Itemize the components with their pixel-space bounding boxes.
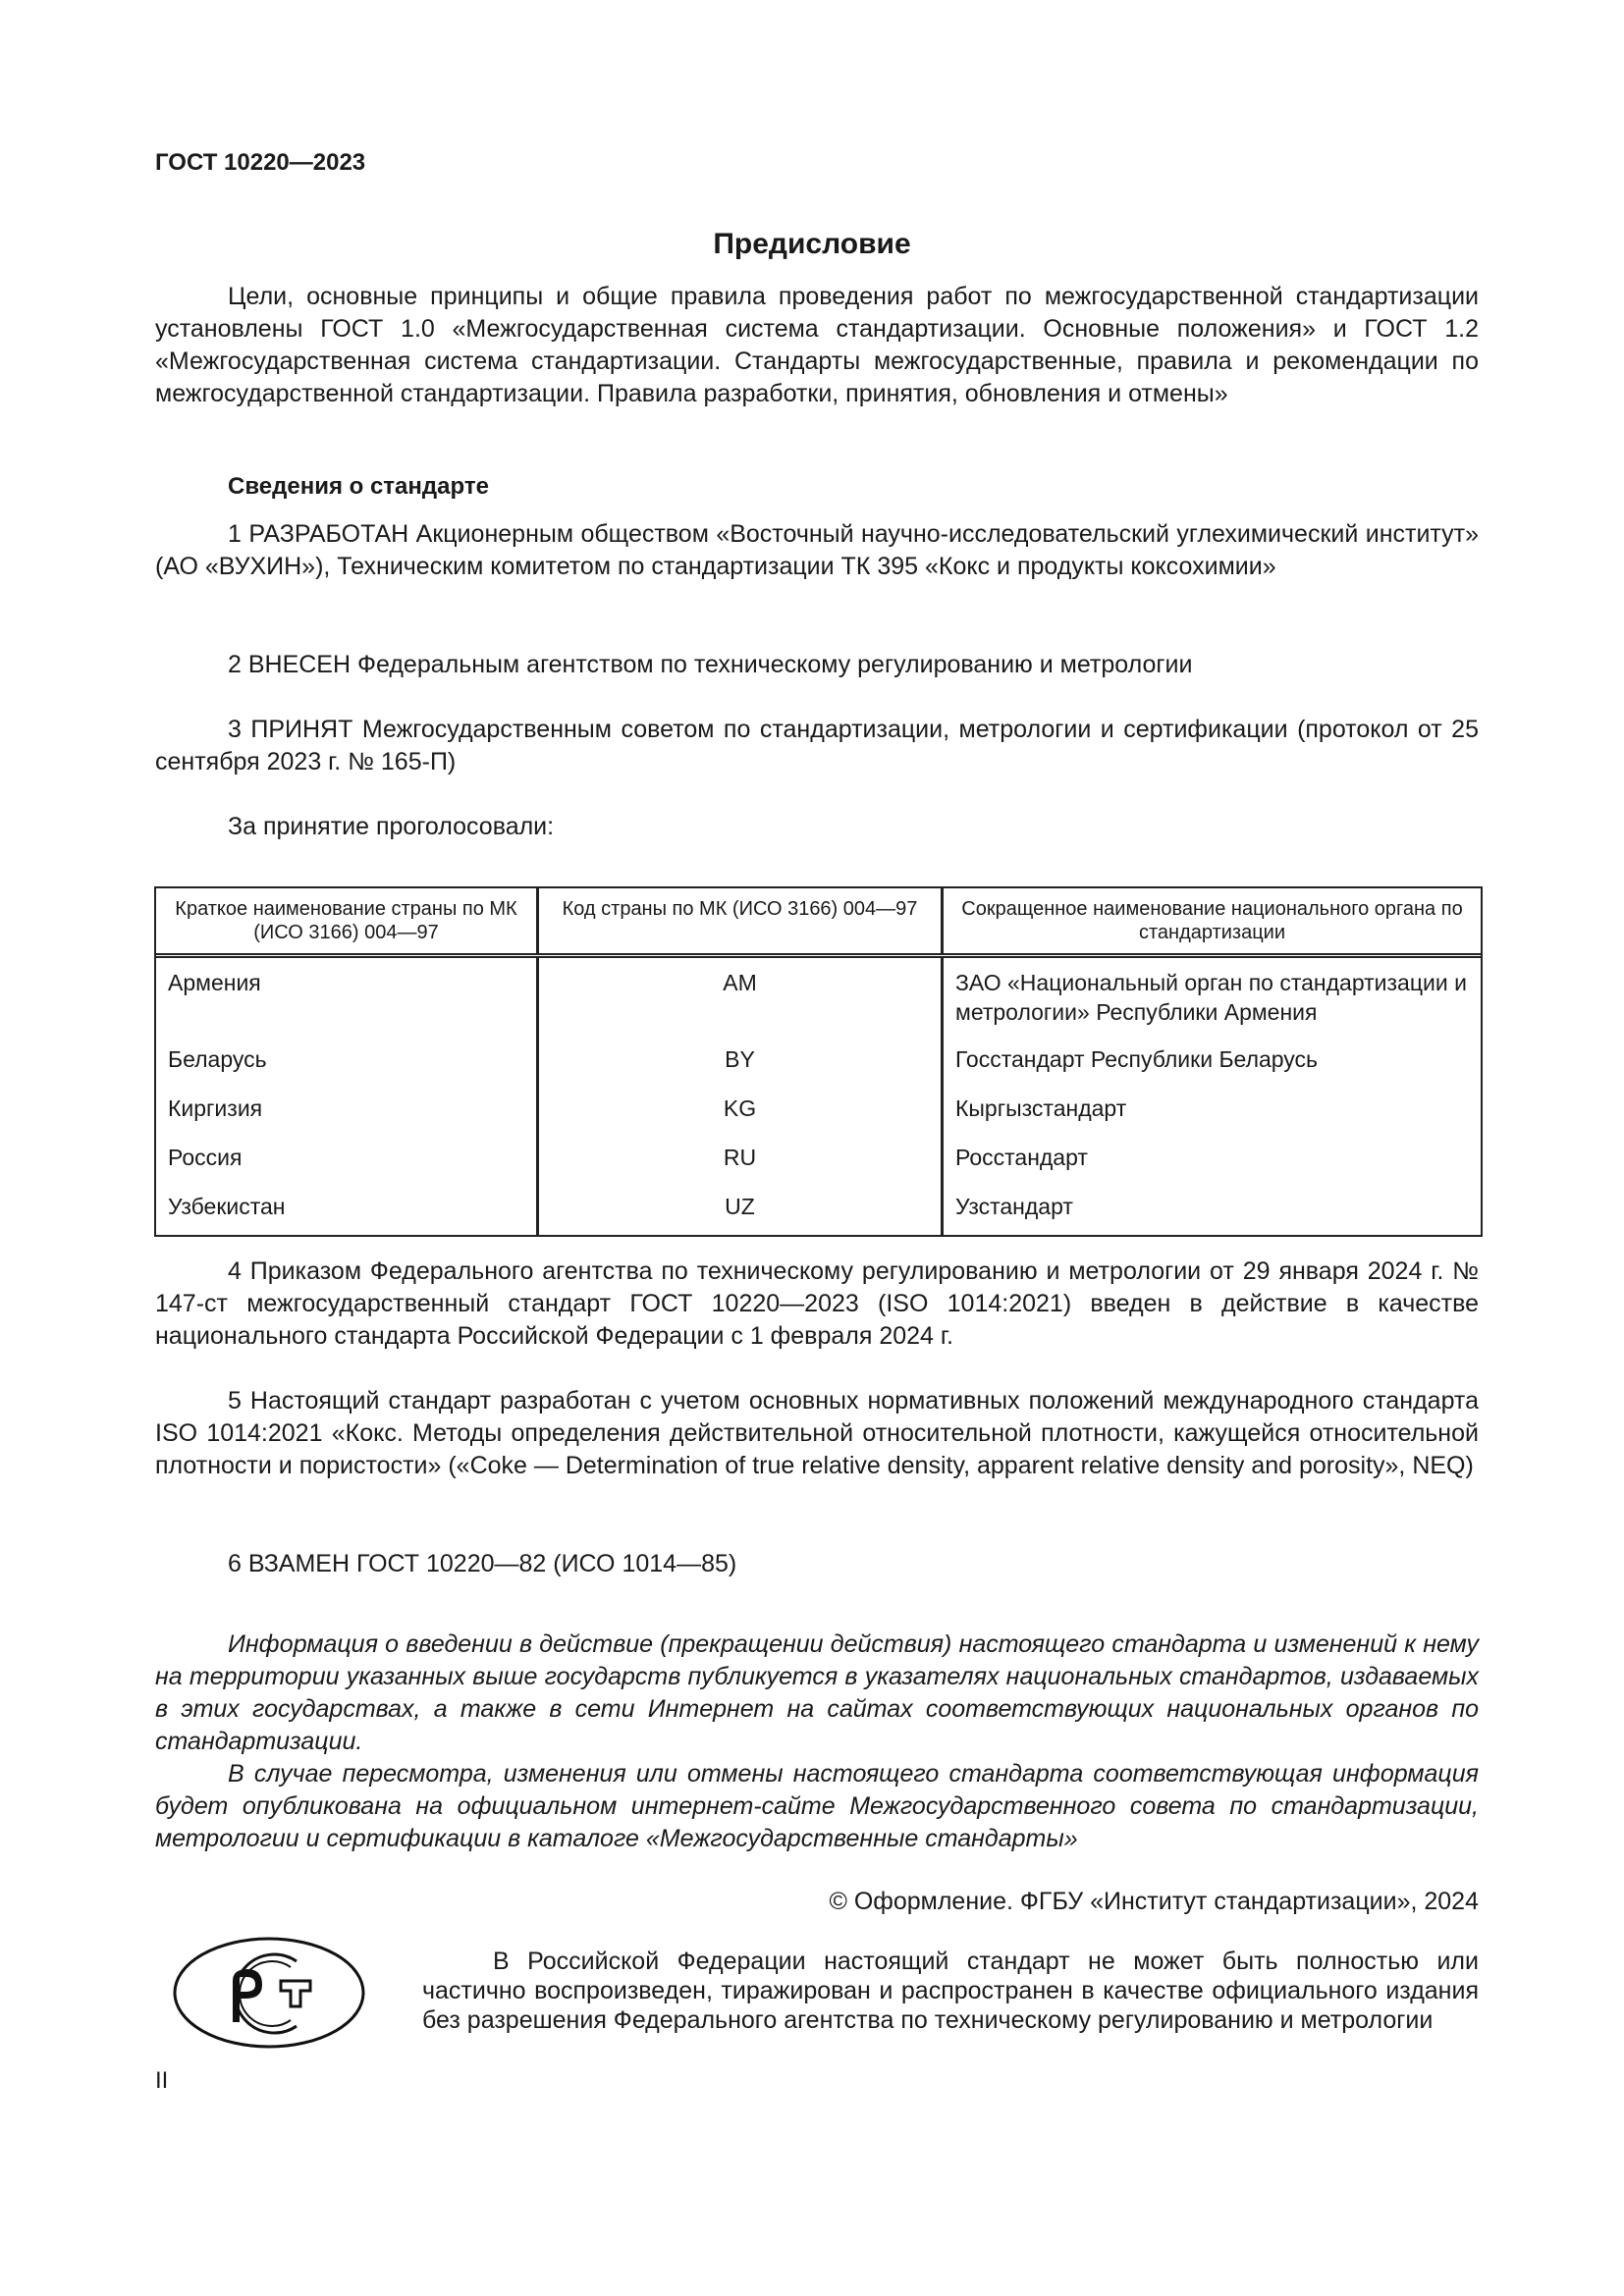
- country-cell: Армения: [156, 956, 538, 1032]
- country-cell: Узбекистан: [156, 1186, 538, 1235]
- voted-label: За принятие проголосовали:: [228, 813, 555, 840]
- reproduction-notice: В Российской Федерации настоящий стандарт не может быть полностью или частично воспроизведен, тиражирован и распространен в качестве официального издания без разрешения Федерального агентства по техническому регулированию и метрологии: [422, 1948, 1479, 2034]
- voting-countries-table: [154, 886, 1483, 1237]
- code-cell: RU: [538, 1137, 943, 1186]
- table-row: [156, 956, 1481, 1032]
- body-cell: ЗАО «Национальный орган по стандартизации и метрологии» Республики Армения: [955, 970, 1467, 1025]
- table-row: [156, 1088, 1481, 1137]
- item-adopted: 3 ПРИНЯТ Межгосударственным советом по стандартизации, метрологии и сертификации (протокол от 25 сентября 2023 г. № 165-П): [155, 716, 1479, 775]
- table-row: [156, 1186, 1481, 1235]
- item-iso-basis: 5 Настоящий стандарт разработан с учетом основных нормативных положений международного стандарта ISO 1014:2021 «Кокс. Методы определения действительной относительной плотности, кажущейся относительной плотности и пористости» («Coke — Determination of true relative density, apparent relative density and porosity», NEQ): [155, 1387, 1479, 1479]
- item-enacted: 4 Приказом Федерального агентства по техническому регулированию и метрологии от 29 января 2024 г. № 147-ст межгосударственный стандарт ГОСТ 10220—2023 (ISO 1014:2021) введен в действие в качестве национального стандарта Российской Федерации с 1 февраля 2024 г.: [155, 1257, 1479, 1350]
- rst-certification-mark-icon: [171, 1936, 367, 2050]
- page-title: Предисловие: [713, 228, 911, 260]
- code-cell: KG: [538, 1088, 943, 1137]
- table-header-row: [156, 888, 1481, 956]
- body-cell: Кыргызстандарт: [955, 1095, 1127, 1121]
- code-cell: UZ: [538, 1186, 943, 1235]
- header-country-name: Краткое наименование страны по МК (ИСО 3166) 004—97: [156, 888, 538, 956]
- country-cell: Россия: [156, 1137, 538, 1186]
- code-cell: AM: [538, 956, 943, 1032]
- table-row: [156, 1031, 1481, 1088]
- header-national-body: Сокращенное наименование национального органа по стандартизации: [961, 898, 1463, 943]
- section-heading: Сведения о стандарте: [228, 473, 489, 500]
- copyright-line: © Оформление. ФГБУ «Институт стандартизации», 2024: [829, 1888, 1479, 1915]
- body-cell: Узстандарт: [955, 1194, 1073, 1219]
- table-row: [156, 1137, 1481, 1186]
- item-submitted: 2 ВНЕСЕН Федеральным агентством по техническому регулированию и метрологии: [228, 651, 1193, 678]
- body-cell: Госстандарт Республики Беларусь: [955, 1046, 1319, 1072]
- body-cell: Росстандарт: [955, 1145, 1088, 1170]
- country-cell: Беларусь: [156, 1031, 538, 1088]
- item-developed: 1 РАЗРАБОТАН Акционерным обществом «Восточный научно-исследовательский углехимический институт» (АО «ВУХИН»), Техническим комитетом по стандартизации ТК 395 «Кокс и продукты коксохимии»: [155, 520, 1479, 580]
- item-replaces: 6 ВЗАМЕН ГОСТ 10220—82 (ИСО 1014—85): [228, 1550, 737, 1577]
- header-country-code: Код страны по МК (ИСО 3166) 004—97: [538, 888, 943, 956]
- info-note-revision: В случае пересмотра, изменения или отмены настоящего стандарта соответствующая информация будет опубликована на официальном интернет-сайте Межгосударственного совета по стандартизации, метрологии и сертификации в каталоге «Межгосударственные стандарты»: [155, 1760, 1479, 1852]
- info-note-publication: Информация о введении в действие (прекращении действия) настоящего стандарта и изменений к нему на территории указанных выше государств публикуется в указателях национальных стандартов, издаваемых в этих государствах, а также в сети Интернет на сайтах соответствующих национальных органов по стандартизации.: [155, 1630, 1479, 1755]
- code-cell: BY: [538, 1031, 943, 1088]
- page-number: II: [155, 2067, 169, 2094]
- country-cell: Киргизия: [156, 1088, 538, 1137]
- intro-paragraph: Цели, основные принципы и общие правила проведения работ по межгосударственной стандартизации установлены ГОСТ 1.0 «Межгосударственная система стандартизации. Основные положения» и ГОСТ 1.2 «Межгосударственная система стандартизации. Стандарты межгосударственные, правила и рекомендации по межгосударственной стандартизации. Правила разработки, принятия, обновления и отмены»: [155, 283, 1479, 407]
- document-id: ГОСТ 10220—2023: [155, 149, 366, 176]
